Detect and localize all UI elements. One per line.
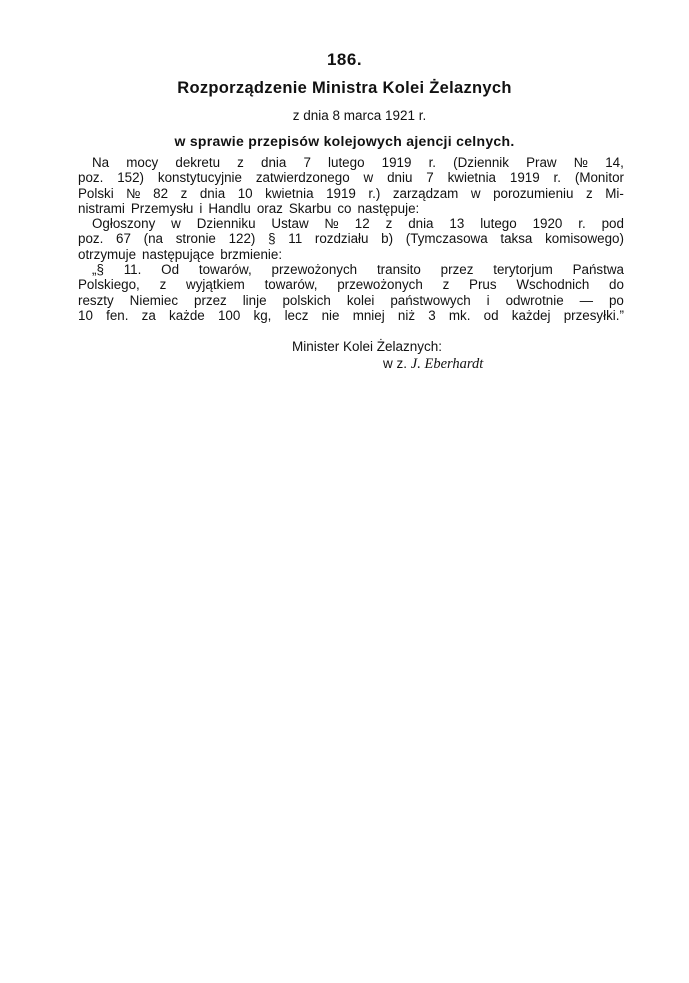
signature-prefix: w z. — [383, 356, 408, 371]
body-line: Polskiego, z wyjątkiem towarów, przewożonych z Prus Wschodnich do — [78, 277, 624, 293]
body-line: poz. 152) konstytucyjnie zatwierdzonego w dniu 7 kwietnia 1919 r. (Monitor — [78, 170, 624, 186]
body-line: 10 fen. za każde 100 kg, lecz nie mniej niż 3 mk. od każdej przesyłki.” — [78, 307, 624, 323]
body-line: Ogłoszony w Dzienniku Ustaw № 12 z dnia 13 lutego 1920 r. pod — [92, 216, 624, 232]
signature-name: J. Eberhardt — [410, 356, 484, 372]
body-line: Polski № 82 z dnia 10 kwietnia 1919 r.) zarządzam w porozumieniu z Mi- — [78, 185, 624, 201]
body-line: otrzymuje następujące brzmienie: — [78, 246, 283, 262]
decree-number: 186. — [326, 50, 363, 69]
body-line: poz. 67 (na stronie 122) § 11 rozdziału b) (Tymczasowa taksa komisowego) — [78, 231, 624, 247]
body-line: „§ 11. Od towarów, przewożonych transito przez terytorjum Państwa — [92, 262, 624, 278]
body-line: Na mocy dekretu z dnia 7 lutego 1919 r. (Dziennik Praw № 14, — [92, 155, 624, 170]
body-line: nistrami Przemysłu i Handlu oraz Skarbu co następuje: — [78, 200, 420, 216]
decree-date: z dnia 8 marca 1921 r. — [292, 108, 427, 123]
decree-title: Rozporządzenie Ministra Kolei Żelaznych — [177, 79, 512, 97]
decree-subject: w sprawie przepisów kolejowych ajencji celnych. — [174, 133, 515, 149]
body-line: reszty Niemiec przez linje polskich kolei państwowych i odwrotnie — po — [78, 292, 624, 308]
decree-body — [78, 155, 624, 323]
signature — [383, 356, 483, 373]
signature-title: Minister Kolei Żelaznych: — [292, 339, 443, 354]
